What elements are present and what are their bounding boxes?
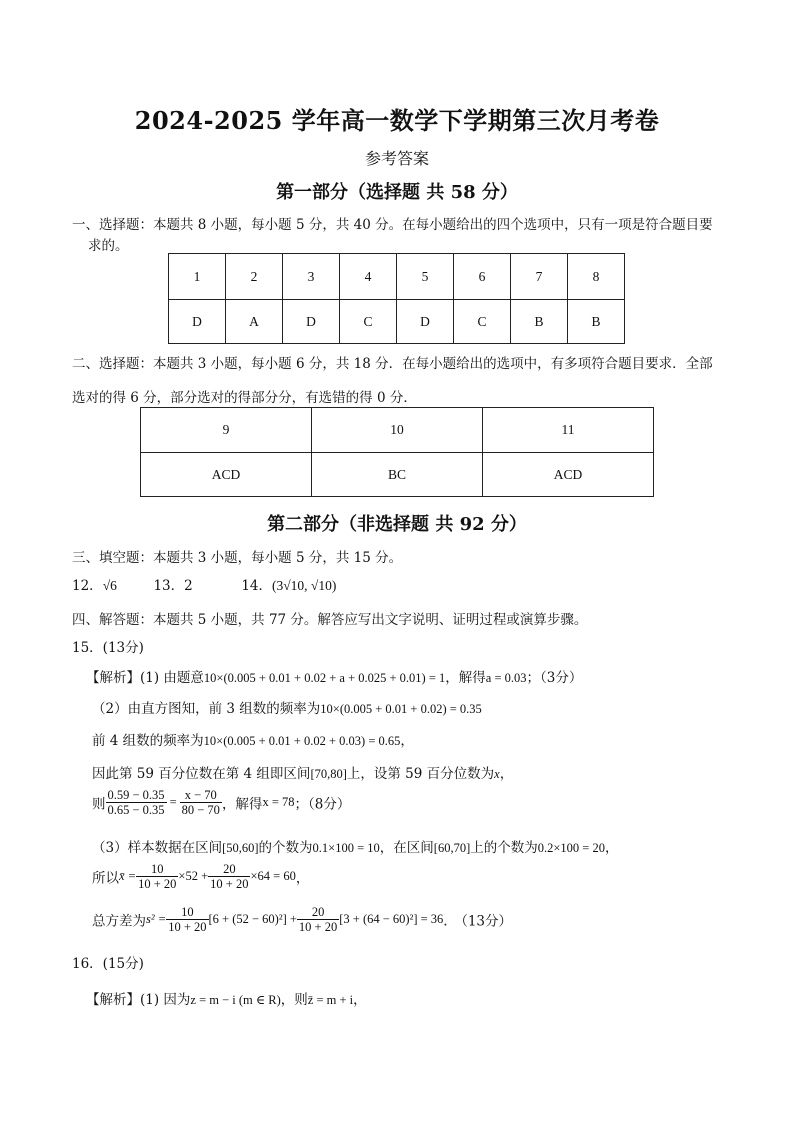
table1-answer: B: [511, 300, 568, 344]
table2-answer: BC: [312, 453, 483, 497]
q15-p2-result: x = 78: [262, 795, 295, 809]
section3-instructions: 三、填空题：本题共 3 小题，每小题 5 分，共 15 分。: [72, 550, 403, 566]
table1-header: 8: [568, 254, 625, 300]
q16-p1-equation: z = m − i (m ∈ R): [190, 993, 281, 1007]
table1-header: 6: [454, 254, 511, 300]
section2-instructions-cont: 选对的得 6 分，部分选对的得部分分，有选错的得 0 分．: [72, 390, 417, 406]
q15-p2-interval: [70,80]: [310, 767, 347, 781]
q15-part3: [92, 836, 618, 856]
answer-table-2: [140, 407, 654, 497]
table1-header: 2: [226, 254, 283, 300]
table2-header: 10: [312, 408, 483, 453]
fraction-denominator: 10 + 20: [168, 920, 207, 934]
table1-answer: A: [226, 300, 283, 344]
q15-p2-then: 则: [92, 796, 106, 813]
q15-p3-text: （3）样本数据在区间: [92, 840, 223, 856]
q14-answer: (3√10, √10): [272, 578, 337, 593]
table1-answer: D: [397, 300, 454, 344]
q13-answer: 13．2: [153, 578, 193, 594]
q15-part2-line3: [92, 762, 513, 782]
q15-part2: [92, 697, 482, 717]
q15-p3-count2: 0.2×100 = 20: [537, 841, 605, 855]
q15-variance-line: [92, 905, 512, 934]
mean-fraction-2: [208, 862, 250, 891]
table1-header: 3: [283, 254, 340, 300]
q15-mean-line: [92, 862, 309, 891]
equals-sign: =: [169, 795, 177, 809]
table1-header: 1: [169, 254, 226, 300]
fraction-numerator: 20: [297, 905, 339, 920]
fill-answers-row: [72, 574, 336, 594]
q15-p2-punct2: ，: [499, 766, 514, 782]
q15-p3-count1: 0.1×100 = 10: [312, 841, 380, 855]
q15-p1-result: a = 0.03: [485, 671, 527, 685]
table1-answer: C: [340, 300, 397, 344]
table2-answer: ACD: [483, 453, 654, 497]
q15-p1-text: 【解析】(1) 由题意: [86, 670, 204, 686]
section2-instructions: 二、选择题：本题共 3 小题，每小题 6 分，共 18 分．在每小题给出的选项中，有多项符合题目要求．全部: [72, 356, 713, 372]
q16-p1-conjugate: z̄ = m + i: [307, 993, 354, 1007]
fraction-numerator: 10: [166, 905, 208, 920]
section1-instructions: 一、选择题：本题共 8 小题，每小题 5 分，共 40 分。在每小题给出的四个选项中，只有一项是符合题目要: [72, 217, 713, 233]
q14-label: 14．: [241, 578, 273, 594]
fraction-numerator: 0.59 − 0.35: [107, 788, 165, 802]
q15-punct: ，: [295, 870, 310, 887]
q15-p2-text4: 上，设第 59 百分位数为: [346, 766, 495, 782]
q15-p3-interval1: [50,60]: [222, 841, 259, 855]
mean-fraction-1: [136, 862, 178, 891]
q15-p2-equation2: 10×(0.005 + 0.01 + 0.02 + 0.03) = 0.65: [203, 734, 401, 748]
q15-p1-equation: 10×(0.005 + 0.01 + 0.02 + a + 0.025 + 0.01) = 1: [203, 671, 446, 685]
table1-header: 7: [511, 254, 568, 300]
q15-part1: [86, 666, 582, 686]
variance-fraction-2: [297, 905, 339, 934]
q15-p1-score: ；（3分）: [526, 670, 583, 686]
fraction-denominator: 80 − 70: [181, 803, 220, 817]
q15-p2-text3: 因此第 59 百分位数在第 4 组即区间: [92, 766, 311, 782]
q15-p3-text2: 的个数为: [258, 840, 313, 856]
q15-fraction-2: [180, 788, 222, 817]
table1-answer: D: [283, 300, 340, 344]
fraction-denominator: 10 + 20: [138, 877, 177, 891]
q15-p3-interval2: [60,70]: [433, 841, 471, 855]
q15-variance-label: 总方差为: [92, 913, 146, 930]
table2-header: 11: [483, 408, 654, 453]
q16-heading: 16．(15分): [72, 956, 144, 972]
fraction-numerator: 10: [136, 862, 178, 877]
q15-heading: 15．(13分): [72, 640, 144, 656]
q16-p1-text2: ，则: [280, 992, 308, 1008]
q16-part1: [86, 988, 367, 1008]
q15-p2-text: （2）由直方图知，前 3 组数的频率为: [92, 701, 321, 717]
fraction-denominator: 10 + 20: [298, 920, 338, 934]
variance-term1: [6 + (52 − 60)²] +: [208, 912, 297, 926]
q15-p2-var: x: [494, 767, 500, 781]
q15-p2-punct: ，: [400, 733, 414, 749]
section4-instructions: 四、解答题：本题共 5 小题，共 77 分。解答应写出文字说明、证明过程或演算步骤。: [72, 612, 588, 628]
variance-fraction-1: [166, 905, 208, 934]
q15-p2-solve: ，解得: [221, 796, 263, 813]
q15-p2-equation: 10×(0.005 + 0.01 + 0.02) = 0.35: [320, 702, 482, 716]
fraction-numerator: 20: [208, 862, 250, 877]
q15-so: 所以: [92, 870, 119, 887]
q12-label: 12．: [72, 578, 103, 594]
q15-final-score: . （13分）: [443, 913, 513, 930]
table2-answer: ACD: [141, 453, 312, 497]
table1-answer: B: [568, 300, 625, 344]
q15-p3-text4: 上的个数为: [470, 840, 538, 856]
q15-p2-score: ；（8分）: [294, 796, 351, 813]
q16-p1-punct: ，: [353, 992, 367, 1008]
table1-answer: D: [169, 300, 226, 344]
fraction-denominator: 10 + 20: [210, 877, 249, 891]
q15-p3-punct: ，: [604, 840, 619, 856]
page-title: 2024-2025 学年高一数学下学期第三次月考卷: [134, 106, 660, 135]
table2-header: 9: [141, 408, 312, 453]
table1-header: 5: [397, 254, 454, 300]
q15-p2-text2: 前 4 组数的频率为: [92, 733, 204, 749]
fraction-denominator: 0.65 − 0.35: [107, 803, 165, 817]
fraction-numerator: x − 70: [180, 788, 222, 803]
table1-answer: C: [454, 300, 511, 344]
q15-fraction-1: [106, 788, 167, 817]
q15-p3-text3: ，在区间: [379, 840, 434, 856]
variance-symbol: s² =: [146, 912, 167, 926]
answer-table-1: [168, 253, 625, 344]
q12-answer: √6: [102, 578, 117, 593]
table1-header: 4: [340, 254, 397, 300]
q15-part2-line4: [92, 788, 350, 817]
q15-part2-line2: [92, 729, 414, 749]
part1-heading: 第一部分（选择题 共 58 分）: [276, 182, 518, 203]
section1-instructions-cont: 求的。: [88, 238, 129, 254]
page-subtitle: 参考答案: [364, 149, 429, 168]
part2-heading: 第二部分（非选择题 共 92 分）: [267, 514, 527, 535]
q15-p1-text2: ，解得: [445, 670, 486, 686]
mean-symbol: x̄ =: [119, 869, 137, 883]
mean-term1: ×52 +: [178, 869, 209, 883]
variance-result: [3 + (64 − 60)²] = 36: [339, 912, 444, 926]
mean-result: ×64 = 60: [250, 869, 296, 883]
q16-p1-text: 【解析】(1) 因为: [86, 992, 191, 1008]
